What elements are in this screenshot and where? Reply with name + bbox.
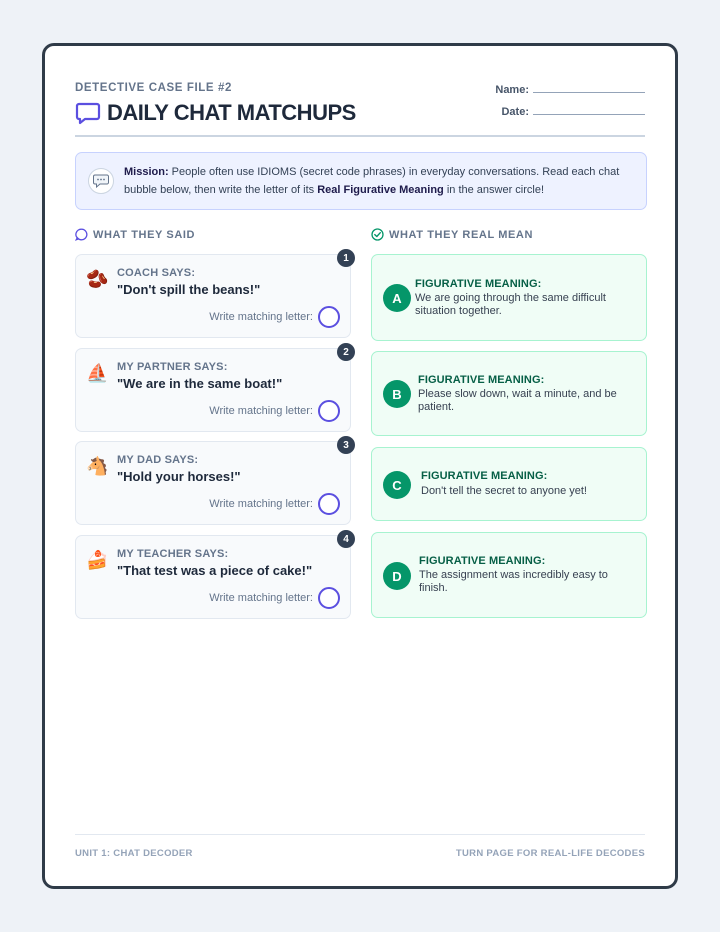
said-card-3: [75, 441, 351, 525]
meaning-card-c: [371, 447, 647, 521]
meaning-text: Please slow down, wait a minute, and be patient.: [418, 388, 617, 413]
speaker-label: MY DAD SAYS:: [117, 454, 199, 466]
write-prompt: Write matching letter:: [209, 311, 313, 323]
number-badge: 2: [337, 343, 355, 361]
answer-circle[interactable]: [318, 587, 340, 609]
answer-circle[interactable]: [318, 306, 340, 328]
speaker-label: COACH SAYS:: [117, 267, 196, 279]
header-divider: [75, 135, 645, 137]
answer-circle[interactable]: [318, 493, 340, 515]
footer-divider: [75, 834, 645, 835]
idiom-quote: "That test was a piece of cake!": [117, 563, 313, 578]
meaning-card-d: [371, 532, 647, 618]
beans-icon: 🫘: [86, 269, 109, 290]
speaker-label: MY TEACHER SAYS:: [117, 548, 229, 560]
speech-bubble-icon: [88, 168, 114, 194]
date-line[interactable]: [533, 114, 645, 115]
mission-text: [124, 163, 634, 199]
worksheet: [42, 43, 678, 889]
idiom-quote: "Don't spill the beans!": [117, 282, 261, 297]
number-badge: 1: [337, 249, 355, 267]
title-row: [75, 100, 356, 126]
meaning-text: The assignment was incredibly easy to finish.: [419, 569, 608, 594]
mission-box: [75, 152, 647, 210]
figurative-label: FIGURATIVE MEANING:: [419, 555, 546, 567]
footer-note: TURN PAGE FOR REAL-LIFE DECODES: [455, 848, 645, 859]
letter-badge: B: [383, 380, 411, 408]
letter-badge: A: [383, 284, 411, 312]
figurative-label: FIGURATIVE MEANING:: [421, 470, 548, 482]
chat-outline-icon: [75, 228, 88, 241]
number-badge: 3: [337, 436, 355, 454]
meaning-text: Don't tell the secret to anyone yet!: [421, 485, 587, 497]
said-card-4: [75, 535, 351, 619]
mission-body: People often use IDIOMS (secret code phrases) in everyday conversations. Read each chat bubble below, then write the letter of its: [124, 166, 620, 196]
write-prompt: Write matching letter:: [209, 405, 313, 417]
case-label: DETECTIVE CASE FILE #2: [75, 82, 232, 94]
write-prompt: Write matching letter:: [209, 498, 313, 510]
answer-circle[interactable]: [318, 400, 340, 422]
column-header-meaning: [371, 228, 533, 241]
mission-end: in the answer circle!: [443, 184, 545, 196]
name-field[interactable]: [495, 84, 645, 96]
write-prompt: Write matching letter:: [209, 592, 313, 604]
date-field[interactable]: [501, 106, 645, 118]
idiom-quote: "Hold your horses!": [117, 469, 241, 484]
column-header-meaning-label: WHAT THEY REAL MEAN: [389, 228, 534, 241]
date-label: Date:: [501, 106, 529, 118]
figurative-label: FIGURATIVE MEANING:: [418, 374, 545, 386]
letter-badge: C: [383, 471, 411, 499]
mission-lead: Mission:: [124, 166, 169, 178]
figurative-label: FIGURATIVE MEANING:: [415, 278, 542, 290]
check-circle-icon: [371, 228, 384, 241]
said-card-2: [75, 348, 351, 432]
horse-icon: 🐴: [86, 456, 109, 477]
number-badge: 4: [337, 530, 355, 548]
meaning-card-a: [371, 254, 647, 341]
chat-bubble-icon: [75, 100, 101, 126]
page-title: DAILY CHAT MATCHUPS: [107, 100, 356, 125]
mission-emphasis: Real Figurative Meaning: [317, 184, 444, 196]
speaker-label: MY PARTNER SAYS:: [117, 361, 228, 373]
meaning-card-b: [371, 351, 647, 436]
column-header-said-label: WHAT THEY SAID: [93, 228, 196, 241]
cake-icon: 🍰: [86, 550, 109, 571]
idiom-quote: "We are in the same boat!": [117, 376, 283, 391]
meaning-text: We are going through the same difficult situation together.: [415, 292, 606, 317]
footer-unit: UNIT 1: CHAT DECODER: [75, 848, 193, 859]
said-card-1: [75, 254, 351, 338]
name-line[interactable]: [533, 92, 645, 93]
column-header-said: [75, 228, 195, 241]
name-label: Name:: [495, 84, 529, 96]
sailboat-icon: ⛵: [86, 363, 109, 384]
letter-badge: D: [383, 562, 411, 590]
